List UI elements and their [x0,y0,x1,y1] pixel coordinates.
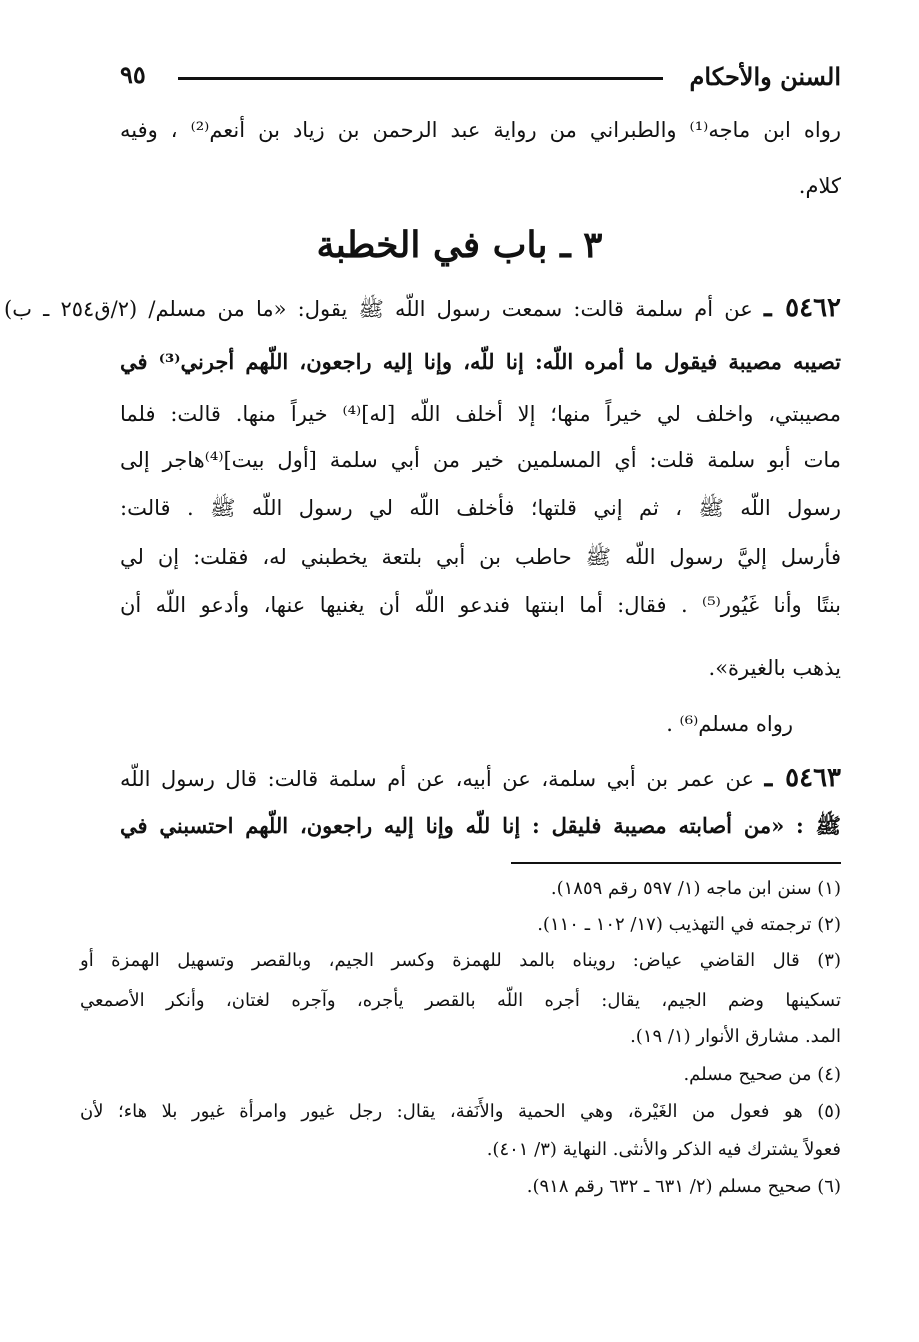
page-number: ٩٥ [120,60,146,89]
intro-line-1: رواه ابن ماجه⁽¹⁾ والطبراني من رواية عبد الرحمن بن زياد بن أنعم⁽²⁾ ، وفيه [120,118,842,142]
header-rule [178,77,663,80]
footnote-1: (١) سنن ابن ماجه (١/ ٥٩٧ رقم ١٨٥٩). [550,878,841,899]
footnote-6: (٦) صحيح مسلم (٢/ ٦٣١ ـ ٦٣٢ رقم ٩١٨). [526,1176,841,1197]
hadith-5462-line-6: فأرسل إليَّ رسول اللّه ﷺ حاطب بن أبي بلتعة يخطبني له، فقلت: إن لي [120,545,841,569]
footnote-5-line-2: فعولاً يشترك فيه الذكر والأنثى. النهاية (٣/ ٤٠١). [486,1139,841,1160]
hadith-5462-number: ٥٤٦٢ ـ [763,293,841,323]
hadith-5462-line-8: يذهب بالغيرة». [708,656,841,680]
footnote-5-line-1: (٥) هو فعول من الغَيْرة، وهي الحمية والأَنَفة، يقال: رجل غيور وامرأة غيور بلا هاء؛ لأن [80,1101,841,1122]
hadith-5462-line-7: بنتًا وأنا غَيُور⁽⁵⁾ . فقال: أما ابنتها فندعو اللّه أن يغنيها عنها، وأدعو اللّه أن [120,593,842,617]
hadith-5462-line-1 [4,288,841,329]
hadith-5462-line-4: مات أبو سلمة قلت: أي المسلمين خير من أبي سلمة [أول بيت]⁽⁴⁾هاجر إلى [120,448,841,472]
footnote-separator [511,862,841,864]
hadith-5462-line-1-text: عن أم سلمة قالت: سمعت رسول اللّه ﷺ يقول: «ما من مسلم/ (٢/ق٢٥٤ ـ ب) [4,297,753,321]
footnote-3-line-3: المد. مشارق الأنوار (١/ ١٩). [630,1026,841,1047]
footnote-3-line-1: (٣) قال القاضي عياض: رويناه بالمد للهمزة وكسر الجيم، وبالقصر وتسهيل الهمزة أو [80,950,841,971]
hadith-5462-source: رواه مسلم⁽⁶⁾ . [666,712,793,736]
hadith-5462-line-5: رسول اللّه ﷺ ، ثم إني قلتها؛ فأخلف اللّه لي رسول اللّه ﷺ . قالت: [120,496,841,520]
hadith-5463-line-1-text: عن عمر بن أبي سلمة، عن أبيه، عن أم سلمة قالت: قال رسول اللّه [120,767,755,791]
chapter-title: ٣ ـ باب في الخطبة [316,224,603,266]
hadith-5463-number: ٥٤٦٣ ـ [764,763,841,793]
hadith-5462-line-2: تصيبه مصيبة فيقول ما أمره اللّه: إنا للّه، وإنا إليه راجعون، اللّهم أجرني⁽³⁾ في [120,349,842,374]
footnote-3-line-2: تسكينها وضم الجيم، يقال: أجره اللّه بالقصر يأجره، وآجره لغتان، وأنكر الأصمعي [80,990,841,1011]
intro-line-2: كلام. [798,174,841,198]
hadith-5462-line-3: مصيبتي، واخلف لي خيراً منها؛ إلا أخلف اللّه [له]⁽⁴⁾ خيراً منها. قالت: فلما [120,402,841,426]
running-title: السنن والأحكام [689,62,841,91]
footnote-2: (٢) ترجمته في التهذيب (١٧/ ١٠٢ ـ ١١٠). [537,914,841,935]
hadith-5463-line-1 [120,758,841,799]
running-header [120,60,841,96]
footnote-4: (٤) من صحيح مسلم. [683,1064,841,1085]
hadith-5463-line-2: ﷺ : «من أصابته مصيبة فليقل : إنا للّه وإنا إليه راجعون، اللّهم احتسبني في [120,813,841,838]
